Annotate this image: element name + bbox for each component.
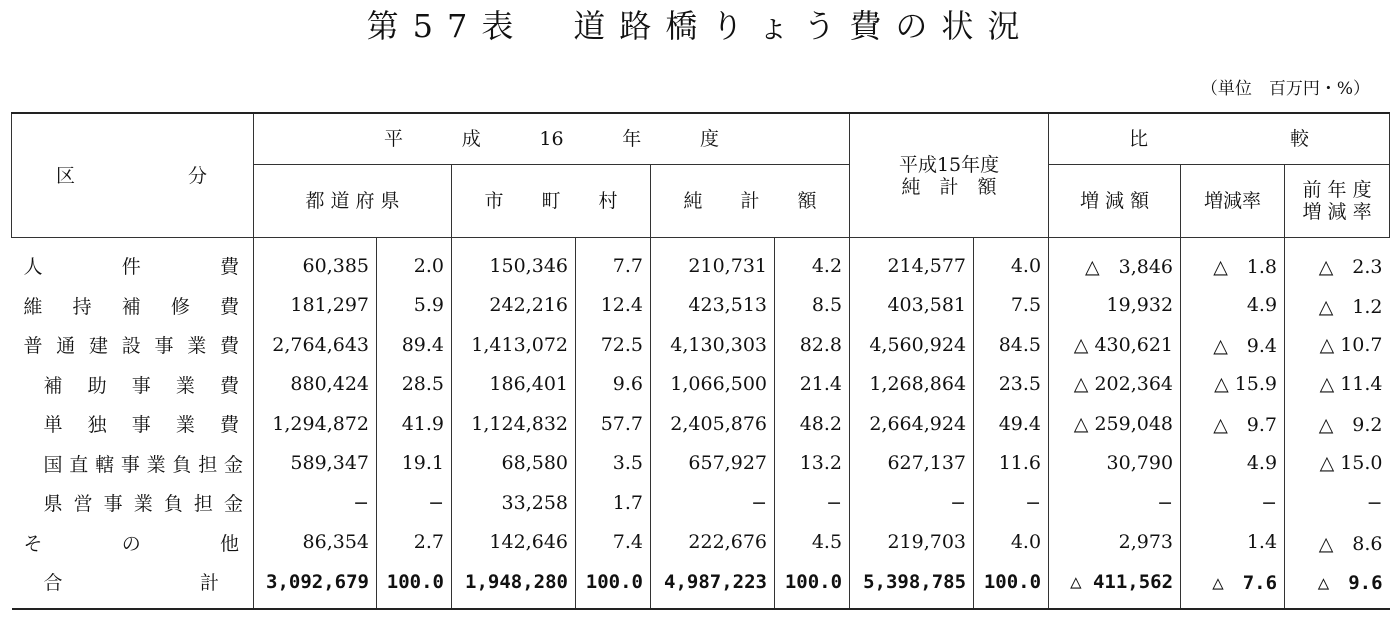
cell-junkei-amount: 210,731 xyxy=(651,238,775,286)
cell-zougenritsu: 4.9 xyxy=(1181,444,1285,484)
cell-h15-amount: 627,137 xyxy=(850,444,974,484)
cell-h15-ratio: 23.5 xyxy=(974,365,1049,405)
cell-todofuken-ratio: 28.5 xyxy=(377,365,452,405)
header-heisei15-line-1: 平成15年度 xyxy=(898,153,1000,176)
cell-zennendo-ritsu: △ 8.6 xyxy=(1285,523,1390,563)
cell-junkei-ratio: 48.2 xyxy=(775,404,850,444)
table-row xyxy=(12,286,1390,326)
cell-junkei-amount: 423,513 xyxy=(651,286,775,326)
cell-h15-amount: 4,560,924 xyxy=(850,325,974,365)
cell-zougengaku: − xyxy=(1049,483,1181,523)
header-shichoson: 市 町 村 xyxy=(452,165,651,238)
cell-zougenritsu: △ 1.8 xyxy=(1181,238,1285,286)
cell-junkei-ratio: 4.2 xyxy=(775,238,850,286)
row-label: 国直轄事業負担金 xyxy=(43,453,243,476)
cell-junkei-ratio: 82.8 xyxy=(775,325,850,365)
unit-note: （単位 百万円・%） xyxy=(1200,79,1370,99)
header-row-1 xyxy=(12,113,1390,165)
header-heisei16-part-2: 成 xyxy=(461,128,481,150)
cell-h15-ratio: 4.0 xyxy=(974,523,1049,563)
cell-junkei-amount: 4,987,223 xyxy=(651,562,775,609)
cell-shichoson-amount: 1,124,832 xyxy=(452,404,576,444)
header-zougengaku: 増 減 額 xyxy=(1049,165,1181,238)
cell-h15-ratio: 84.5 xyxy=(974,325,1049,365)
cell-shichoson-amount: 186,401 xyxy=(452,365,576,405)
header-junkei: 純 計 額 xyxy=(651,165,850,238)
cell-h15-ratio: 100.0 xyxy=(974,562,1049,609)
cell-zougenritsu: △ 9.7 xyxy=(1181,404,1285,444)
row-label: 維持補修費 xyxy=(23,295,239,318)
row-label: 人件費 xyxy=(23,256,239,279)
cell-junkei-ratio: − xyxy=(775,483,850,523)
cell-todofuken-amount: 181,297 xyxy=(254,286,377,326)
header-heisei16 xyxy=(254,113,850,165)
cell-zougengaku: 30,790 xyxy=(1049,444,1181,484)
header-hikaku-char-1: 比 xyxy=(1129,128,1149,150)
cell-shichoson-amount: 1,413,072 xyxy=(452,325,576,365)
header-heisei15 xyxy=(850,113,1049,238)
cell-junkei-ratio: 21.4 xyxy=(775,365,850,405)
cell-todofuken-ratio: 19.1 xyxy=(377,444,452,484)
table-row xyxy=(12,238,1390,286)
cell-h15-ratio: 11.6 xyxy=(974,444,1049,484)
cell-h15-amount: − xyxy=(850,483,974,523)
cell-shichoson-ratio: 7.4 xyxy=(576,523,651,563)
cell-zougengaku: △ 3,846 xyxy=(1049,238,1181,286)
cell-junkei-amount: 222,676 xyxy=(651,523,775,563)
cell-shichoson-ratio: 57.7 xyxy=(576,404,651,444)
cell-zougenritsu: △ 9.4 xyxy=(1181,325,1285,365)
row-label: 普通建設事業費 xyxy=(23,335,239,358)
cell-shichoson-amount: 150,346 xyxy=(452,238,576,286)
cell-shichoson-amount: 68,580 xyxy=(452,444,576,484)
cell-todofuken-ratio: 5.9 xyxy=(377,286,452,326)
header-heisei16-part-5: 度 xyxy=(699,128,719,150)
cell-zougenritsu: 4.9 xyxy=(1181,286,1285,326)
cell-todofuken-amount: 1,294,872 xyxy=(254,404,377,444)
cell-todofuken-amount: 60,385 xyxy=(254,238,377,286)
header-zennendo-line-1: 前 年 度 xyxy=(1302,179,1372,201)
cell-h15-ratio: 4.0 xyxy=(974,238,1049,286)
cell-h15-amount: 2,664,924 xyxy=(850,404,974,444)
row-label: 合計 xyxy=(43,572,219,595)
cell-zennendo-ritsu: △ 2.3 xyxy=(1285,238,1390,286)
table-row xyxy=(12,365,1390,405)
header-kubun-char-1: 区 xyxy=(56,164,76,187)
cell-zennendo-ritsu: △ 10.7 xyxy=(1285,325,1390,365)
cell-zougengaku: △ 411,562 xyxy=(1049,562,1181,609)
header-hikaku-char-2: 較 xyxy=(1290,128,1310,150)
header-heisei16-part-1: 平 xyxy=(384,128,404,150)
header-hikaku xyxy=(1049,113,1390,165)
table-row xyxy=(12,404,1390,444)
cell-zennendo-ritsu: △ 15.0 xyxy=(1285,444,1390,484)
cell-shichoson-ratio: 3.5 xyxy=(576,444,651,484)
cell-zennendo-ritsu: △ 9.2 xyxy=(1285,404,1390,444)
cell-junkei-ratio: 4.5 xyxy=(775,523,850,563)
header-zennendo xyxy=(1285,165,1390,238)
cell-todofuken-amount: 880,424 xyxy=(254,365,377,405)
cell-shichoson-amount: 1,948,280 xyxy=(452,562,576,609)
cell-todofuken-ratio: 2.0 xyxy=(377,238,452,286)
cell-shichoson-ratio: 7.7 xyxy=(576,238,651,286)
cell-zennendo-ritsu: △ 11.4 xyxy=(1285,365,1390,405)
cell-h15-amount: 5,398,785 xyxy=(850,562,974,609)
cell-junkei-amount: 1,066,500 xyxy=(651,365,775,405)
row-label: 補助事業費 xyxy=(43,374,239,397)
cell-shichoson-ratio: 12.4 xyxy=(576,286,651,326)
cell-zennendo-ritsu: − xyxy=(1285,483,1390,523)
header-zougenritsu: 増減率 xyxy=(1181,165,1285,238)
cell-zougenritsu: − xyxy=(1181,483,1285,523)
page-title: 第57表 道路橋りょう費の状況 xyxy=(366,7,1034,45)
header-heisei16-part-3: 16 xyxy=(539,128,564,150)
cell-shichoson-ratio: 72.5 xyxy=(576,325,651,365)
cell-todofuken-ratio: 89.4 xyxy=(377,325,452,365)
cell-junkei-ratio: 100.0 xyxy=(775,562,850,609)
cell-todofuken-amount: 2,764,643 xyxy=(254,325,377,365)
row-label: その他 xyxy=(23,532,239,555)
header-kubun xyxy=(12,113,254,238)
cell-zougengaku: △ 430,621 xyxy=(1049,325,1181,365)
cell-h15-amount: 1,268,864 xyxy=(850,365,974,405)
cell-zougenritsu: △ 15.9 xyxy=(1181,365,1285,405)
cell-h15-ratio: 7.5 xyxy=(974,286,1049,326)
cell-zougenritsu: △ 7.6 xyxy=(1181,562,1285,609)
cell-shichoson-ratio: 100.0 xyxy=(576,562,651,609)
cell-shichoson-amount: 142,646 xyxy=(452,523,576,563)
table-row xyxy=(12,523,1390,563)
cell-todofuken-amount: 589,347 xyxy=(254,444,377,484)
cell-todofuken-amount: 3,092,679 xyxy=(254,562,377,609)
table-row xyxy=(12,483,1390,523)
cell-shichoson-amount: 33,258 xyxy=(452,483,576,523)
cell-zennendo-ritsu: △ 1.2 xyxy=(1285,286,1390,326)
cell-junkei-amount: 657,927 xyxy=(651,444,775,484)
cell-todofuken-amount: 86,354 xyxy=(254,523,377,563)
cell-junkei-amount: 2,405,876 xyxy=(651,404,775,444)
cell-todofuken-ratio: 100.0 xyxy=(377,562,452,609)
cell-shichoson-ratio: 1.7 xyxy=(576,483,651,523)
cell-junkei-ratio: 13.2 xyxy=(775,444,850,484)
cell-zougengaku: △ 202,364 xyxy=(1049,365,1181,405)
cell-zougenritsu: 1.4 xyxy=(1181,523,1285,563)
cell-zennendo-ritsu: △ 9.6 xyxy=(1285,562,1390,609)
cell-todofuken-amount: − xyxy=(254,483,377,523)
cell-todofuken-ratio: 2.7 xyxy=(377,523,452,563)
table-row-total xyxy=(12,562,1390,609)
cell-zougengaku: 19,932 xyxy=(1049,286,1181,326)
cell-h15-amount: 403,581 xyxy=(850,286,974,326)
cell-zougengaku: 2,973 xyxy=(1049,523,1181,563)
road-bridge-cost-table xyxy=(11,112,1390,610)
cell-todofuken-ratio: 41.9 xyxy=(377,404,452,444)
cell-zougengaku: △ 259,048 xyxy=(1049,404,1181,444)
cell-todofuken-ratio: − xyxy=(377,483,452,523)
cell-junkei-amount: − xyxy=(651,483,775,523)
cell-h15-amount: 214,577 xyxy=(850,238,974,286)
cell-h15-ratio: 49.4 xyxy=(974,404,1049,444)
cell-shichoson-ratio: 9.6 xyxy=(576,365,651,405)
cell-junkei-amount: 4,130,303 xyxy=(651,325,775,365)
header-todofuken: 都 道 府 県 xyxy=(254,165,452,238)
cell-junkei-ratio: 8.5 xyxy=(775,286,850,326)
header-zennendo-line-2: 増 減 率 xyxy=(1302,201,1372,223)
row-label: 県営事業負担金 xyxy=(43,493,243,516)
table-row xyxy=(12,325,1390,365)
header-heisei16-part-4: 年 xyxy=(622,128,642,150)
header-heisei15-line-2: 純 計 額 xyxy=(901,175,997,198)
cell-h15-amount: 219,703 xyxy=(850,523,974,563)
cell-h15-ratio: − xyxy=(974,483,1049,523)
table-row xyxy=(12,444,1390,484)
header-kubun-char-2: 分 xyxy=(187,164,207,187)
row-label: 単独事業費 xyxy=(43,414,239,437)
cell-shichoson-amount: 242,216 xyxy=(452,286,576,326)
